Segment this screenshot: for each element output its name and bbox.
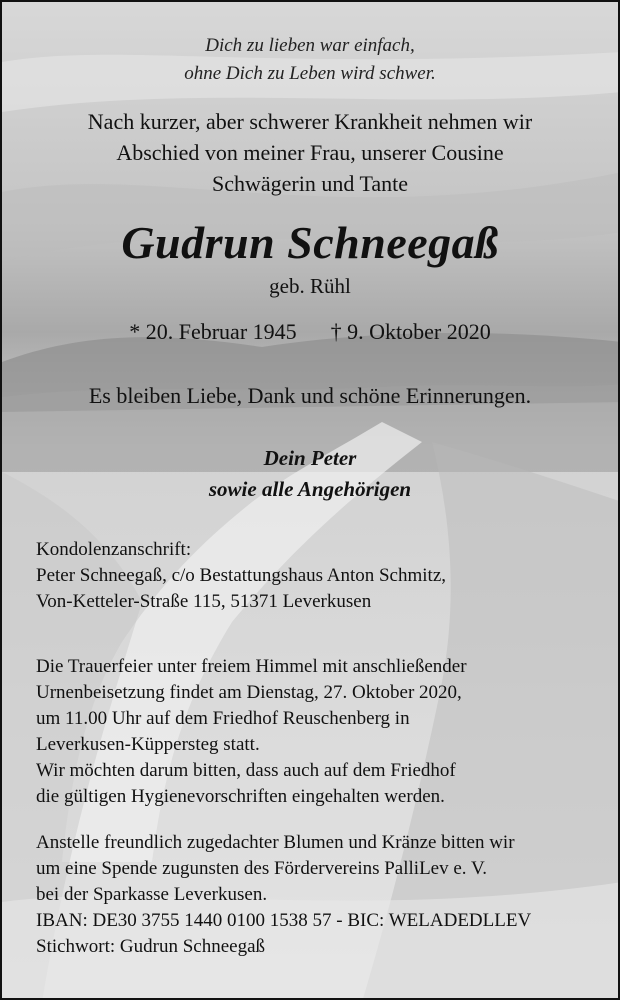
motto-line: Dich zu lieben war einfach,: [205, 35, 415, 56]
death-date: † 9. Oktober 2020: [330, 319, 491, 344]
ceremony-line: um 11.00 Uhr auf dem Friedhof Reuschenberg in: [36, 708, 410, 729]
intro-line: Schwägerin und Tante: [211, 171, 408, 196]
ceremony-line: Leverkusen-Küppersteg statt.: [36, 734, 260, 755]
donation-info: [36, 830, 598, 960]
condolence-line: Kondolenzanschrift:: [36, 539, 192, 560]
signer-line: Dein Peter: [263, 446, 357, 470]
signers: [2, 443, 618, 505]
motto-line: ohne Dich zu Leben wird schwer.: [184, 63, 436, 84]
life-dates: [2, 319, 618, 345]
intro-line: Nach kurzer, aber schwerer Krankheit nehmen wir: [87, 109, 533, 134]
deceased-name: Gudrun Schneegaß: [121, 217, 499, 268]
birth-name: geb. Rühl: [269, 274, 351, 298]
donation-keyword-line: Stichwort: Gudrun Schneegaß: [36, 936, 266, 957]
donation-line: um eine Spende zugunsten des Fördervereins PalliLev e. V.: [36, 858, 487, 879]
condolence-address: [36, 537, 598, 615]
ceremony-line: Urnenbeisetzung findet am Dienstag, 27. Oktober 2020,: [36, 682, 462, 703]
ceremony-info: [36, 654, 598, 810]
memorial-sentence: Es bleiben Liebe, Dank und schöne Erinnerungen.: [88, 383, 532, 408]
donation-line: Anstelle freundlich zugedachter Blumen und Kränze bitten wir: [36, 832, 515, 853]
intro-text: [2, 106, 618, 199]
condolence-line: Peter Schneegaß, c/o Bestattungshaus Anton Schmitz,: [36, 565, 447, 586]
ceremony-line: die gültigen Hygienevorschriften eingehalten werden.: [36, 786, 445, 807]
intro-line: Abschied von meiner Frau, unserer Cousine: [116, 140, 504, 165]
condolence-line: Von-Ketteler-Straße 115, 51371 Leverkusen: [36, 591, 372, 612]
donation-line: bei der Sparkasse Leverkusen.: [36, 884, 268, 905]
signer-line: sowie alle Angehörigen: [208, 477, 412, 501]
iban-line: IBAN: DE30 3755 1440 0100 1538 57 - BIC: WELADEDLLEV: [36, 910, 532, 931]
birth-date: * 20. Februar 1945: [129, 319, 297, 344]
motto: [2, 32, 618, 88]
ceremony-line: Wir möchten darum bitten, dass auch auf dem Friedhof: [36, 760, 456, 781]
ceremony-line: Die Trauerfeier unter freiem Himmel mit anschließender: [36, 656, 467, 677]
